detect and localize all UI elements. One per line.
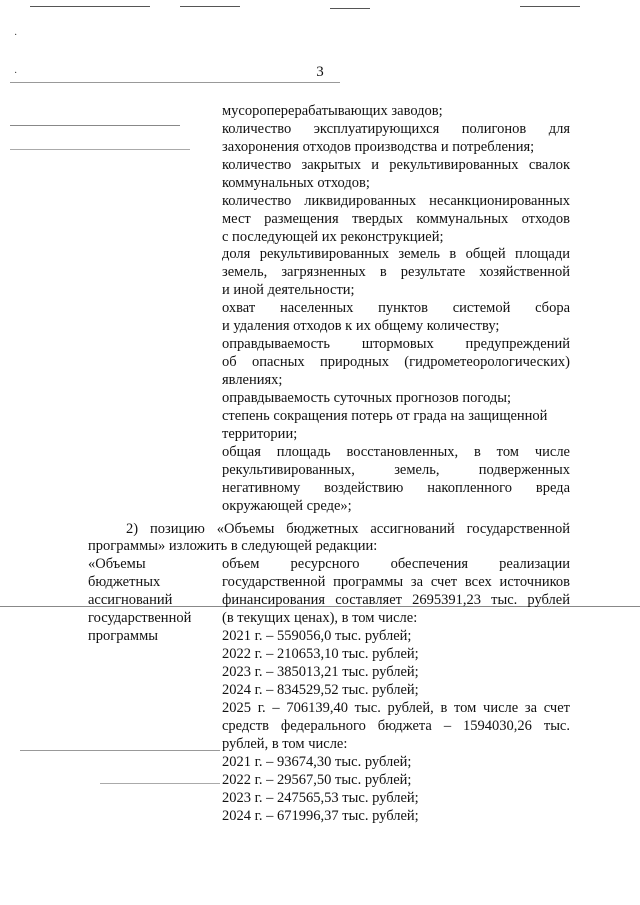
table-value-line: 2023 г. – 385013,21 тыс. рублей; (222, 664, 419, 680)
indicator-line: территории; (222, 426, 298, 442)
indicator-line: степень сокращения потерь от града на защищенной (222, 408, 548, 424)
indicator-line: мест размещения твердых коммунальных отходов (222, 211, 570, 227)
scan-artifact-top (180, 6, 240, 7)
table-label-line: бюджетных (88, 574, 161, 590)
table-value-line: (в текущих ценах), в том числе: (222, 610, 418, 626)
indicator-line: захоронения отходов производства и потребления; (222, 139, 535, 155)
scan-artifact-line (10, 82, 340, 83)
indicator-line: количество закрытых и рекультивированных свалок (222, 157, 570, 173)
indicator-line: земель, загрязненных в результате хозяйственной (222, 264, 570, 280)
scan-artifact-top (520, 6, 580, 7)
scan-speck: · (14, 68, 18, 79)
table-label-line: ассигнований (88, 592, 173, 608)
indicator-line: об опасных природных (гидрометеорологических) (222, 354, 570, 370)
indicator-line: и удаления отходов к их общему количеству; (222, 318, 500, 334)
table-value-line: государственной программы за счет всех источников (222, 574, 570, 590)
table-value-line: объем ресурсного обеспечения реализации (222, 556, 570, 572)
table-value-line: финансирования составляет 2695391,23 тыс. рублей (222, 592, 570, 608)
scan-artifact-top (30, 6, 150, 7)
scan-artifact-top (330, 8, 370, 9)
table-label-line: «Объемы (88, 556, 146, 572)
table-label-line: государственной (88, 610, 192, 626)
scan-artifact-line (100, 783, 220, 784)
scan-artifact-line (20, 750, 220, 751)
table-value-line: 2021 г. – 559056,0 тыс. рублей; (222, 628, 412, 644)
indicator-line: негативному воздействию накопленного вреда (222, 480, 570, 496)
indicator-line: количество ликвидированных несанкционированных (222, 193, 570, 209)
page-number: 3 (316, 64, 324, 80)
indicator-line: оправдываемость штормовых предупреждений (222, 336, 570, 352)
scan-artifact-line (10, 149, 190, 150)
indicator-line: и иной деятельности; (222, 282, 355, 298)
table-value-line: 2025 г. – 706139,40 тыс. рублей, в том числе за счет (222, 700, 570, 716)
table-value-line: 2022 г. – 210653,10 тыс. рублей; (222, 646, 419, 662)
indicator-line: с последующей их реконструкцией; (222, 229, 444, 245)
scan-speck: · (14, 30, 18, 41)
indicator-line: доля рекультивированных земель в общей площади (222, 246, 570, 262)
indicator-line: окружающей среде»; (222, 498, 352, 514)
table-value-line: средств федерального бюджета – 1594030,26 тыс. (222, 718, 570, 734)
paragraph-line: 2) позицию «Объемы бюджетных ассигнований государственной (126, 521, 570, 537)
table-value-line: рублей, в том числе: (222, 736, 348, 752)
indicator-line: явлениях; (222, 372, 283, 388)
table-value-line: 2024 г. – 834529,52 тыс. рублей; (222, 682, 419, 698)
table-value-line: 2021 г. – 93674,30 тыс. рублей; (222, 754, 412, 770)
indicator-line: коммунальных отходов; (222, 175, 370, 191)
table-value-line: 2022 г. – 29567,50 тыс. рублей; (222, 772, 412, 788)
table-value-line: 2023 г. – 247565,53 тыс. рублей; (222, 790, 419, 806)
indicator-line: общая площадь восстановленных, в том числе (222, 444, 570, 460)
indicator-line: количество эксплуатирующихся полигонов для (222, 121, 570, 137)
indicator-line: оправдываемость суточных прогнозов погоды; (222, 390, 511, 406)
table-value-line: 2024 г. – 671996,37 тыс. рублей; (222, 808, 419, 824)
table-label-line: программы (88, 628, 158, 644)
indicator-line: рекультивированных, земель, подверженных (222, 462, 570, 478)
scan-artifact-line (10, 125, 180, 126)
indicator-line: мусороперерабатывающих заводов; (222, 103, 443, 119)
indicator-line: охват населенных пунктов системой сбора (222, 300, 570, 316)
paragraph-line: программы» изложить в следующей редакции: (88, 538, 378, 554)
